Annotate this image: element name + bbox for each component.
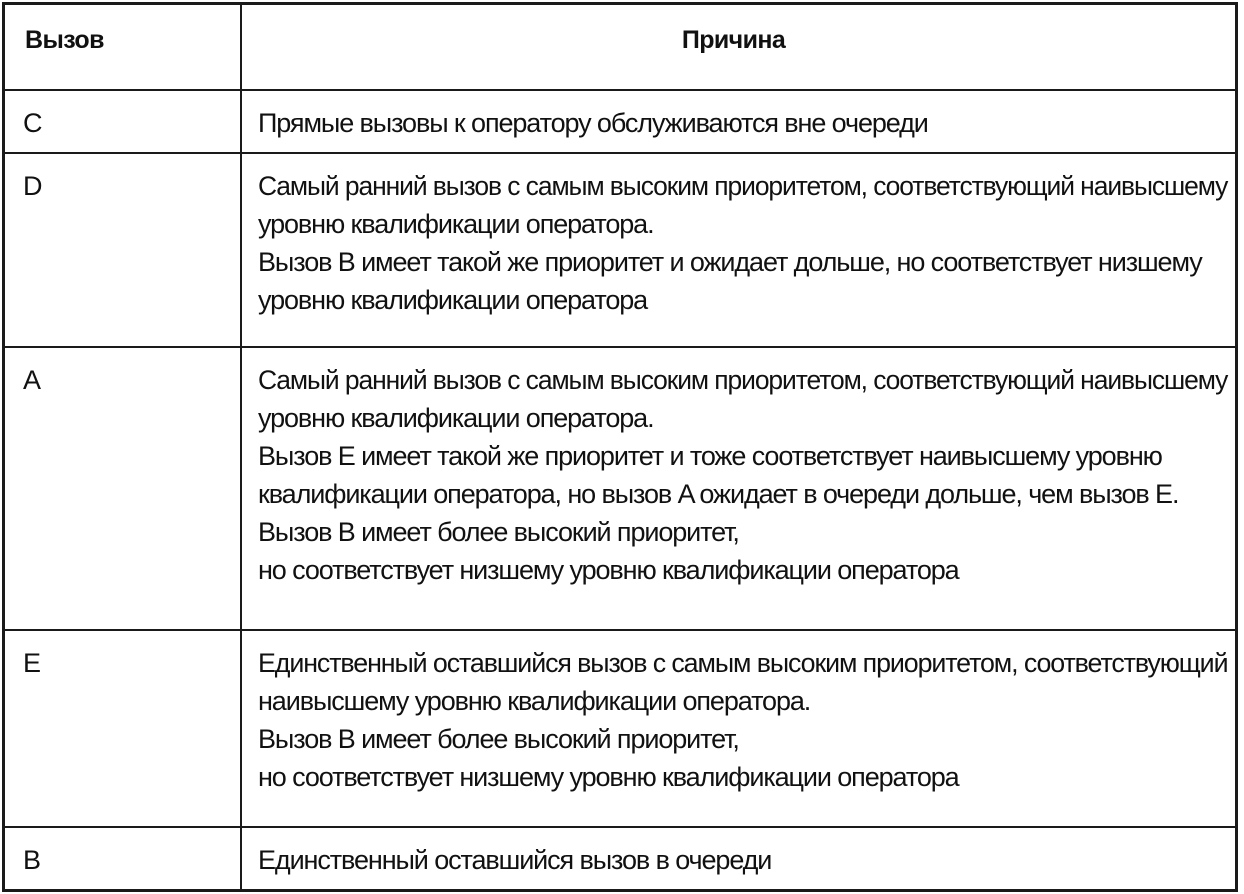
table-row [5,347,1235,630]
reason-line: Самый ранний вызов с самым высоким приоритетом, соответствующий наивысшему [258,171,1228,201]
reason-line: Вызов B имеет более высокий приоритет, [258,517,739,547]
reason-line: уровню квалификации оператора. [258,209,654,239]
table-row [5,90,1235,153]
header-call: Вызов [5,5,241,90]
reason-line: уровню квалификации оператора. [258,403,654,433]
call-cell: D [5,153,241,347]
table-row [5,630,1235,827]
reason-line: уровню квалификации оператора [258,285,648,315]
reason-cell [241,90,1235,153]
reason-line: Вызов E имеет такой же приоритет и тоже соответствует наивысшему уровню [258,441,1162,471]
table-row [5,827,1235,889]
table-row [5,153,1235,347]
call-cell: B [5,827,241,889]
reason-cell [241,153,1235,347]
call-cell: C [5,90,241,153]
reason-line: квалификации оператора, но вызов A ожидает в очереди дольше, чем вызов E. [258,479,1179,509]
reason-line: Прямые вызовы к оператору обслуживаются вне очереди [258,108,928,138]
reason-cell [241,827,1235,889]
reason-cell [241,630,1235,827]
call-cell: E [5,630,241,827]
header-row [5,5,1235,90]
header-reason: Причина [241,5,1235,90]
call-cell: A [5,347,241,630]
reason-line: но соответствует низшему уровню квалификации оператора [258,555,959,585]
reason-line: но соответствует низшему уровню квалификации оператора [258,762,959,792]
reason-line: Единственный оставшийся вызов в очереди [258,845,772,875]
reason-line: Единственный оставшийся вызов с самым высоким приоритетом, соответствующий [258,648,1228,678]
reason-line: Вызов B имеет более высокий приоритет, [258,724,739,754]
reason-line: Вызов B имеет такой же приоритет и ожидает дольше, но соответствует низшему [258,247,1202,277]
reason-cell [241,347,1235,630]
call-order-table [2,2,1238,892]
table [5,5,1235,889]
reason-line: Самый ранний вызов с самым высоким приоритетом, соответствующий наивысшему [258,365,1228,395]
reason-line: наивысшему уровню квалификации оператора. [258,686,811,716]
